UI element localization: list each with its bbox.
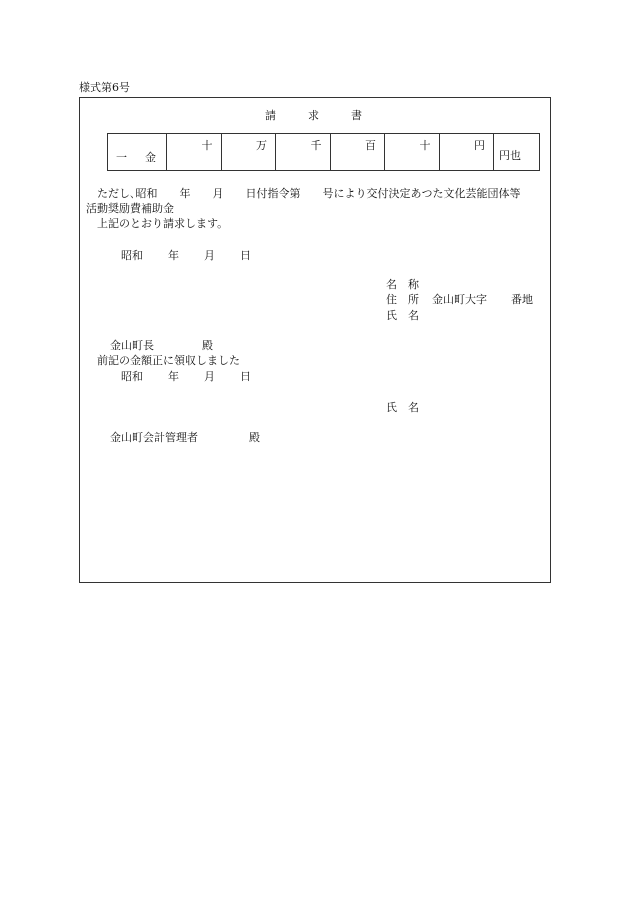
amount-lead-cell — [108, 134, 167, 171]
body-line-1: ただし､昭和 年 月 日付指令第 号により交付決定あつた文化芸能団体等 — [97, 187, 521, 200]
receipt-date — [121, 371, 251, 383]
amount-table — [107, 133, 540, 171]
mayor-addressee: 金山町長 — [110, 339, 154, 352]
applicant-address-suffix: 番地 — [511, 293, 533, 306]
date-day: 日 — [240, 370, 251, 383]
applicant-address-label: 住 所 — [386, 293, 419, 306]
amount-digit-cell: 万 — [221, 134, 276, 171]
amount-tail-cell: 円也 — [494, 134, 540, 171]
document-title — [265, 110, 362, 122]
treasurer-honorific: 殿 — [249, 431, 260, 444]
date-month: 月 — [204, 249, 215, 262]
amount-digit-cell: 円 — [439, 134, 494, 171]
form-number: 様式第6号 — [79, 81, 130, 94]
body-line-2: 活動奨励費補助金 — [86, 202, 174, 215]
treasurer-addressee: 金山町会計管理者 — [110, 431, 198, 444]
mayor-honorific: 殿 — [202, 339, 213, 352]
date-month: 月 — [204, 370, 215, 383]
request-date — [121, 250, 251, 262]
amount-lead-label: 一 — [116, 151, 127, 164]
date-era: 昭和 — [121, 249, 143, 262]
amount-digit-cell: 千 — [276, 134, 331, 171]
amount-lead-label-2: 金 — [145, 151, 156, 164]
applicant-name-label: 名 称 — [386, 278, 419, 291]
applicant-owner-label: 氏 名 — [386, 309, 419, 322]
title-char-2: 求 — [308, 109, 319, 122]
amount-digit-cell: 十 — [385, 134, 440, 171]
amount-digit-cell: 十 — [167, 134, 222, 171]
receiver-name-label: 氏 名 — [386, 401, 419, 414]
date-day: 日 — [240, 249, 251, 262]
receipt-statement: 前記の金額正に領収しました — [97, 354, 240, 367]
body-line-3: 上記のとおり請求します。 — [97, 217, 229, 230]
amount-digit-cell: 百 — [330, 134, 385, 171]
date-era: 昭和 — [121, 370, 143, 383]
date-year: 年 — [168, 370, 179, 383]
applicant-address-value: 金山町大字 — [432, 293, 487, 306]
title-char-3: 書 — [351, 109, 362, 122]
title-char-1: 請 — [265, 109, 276, 122]
date-year: 年 — [168, 249, 179, 262]
